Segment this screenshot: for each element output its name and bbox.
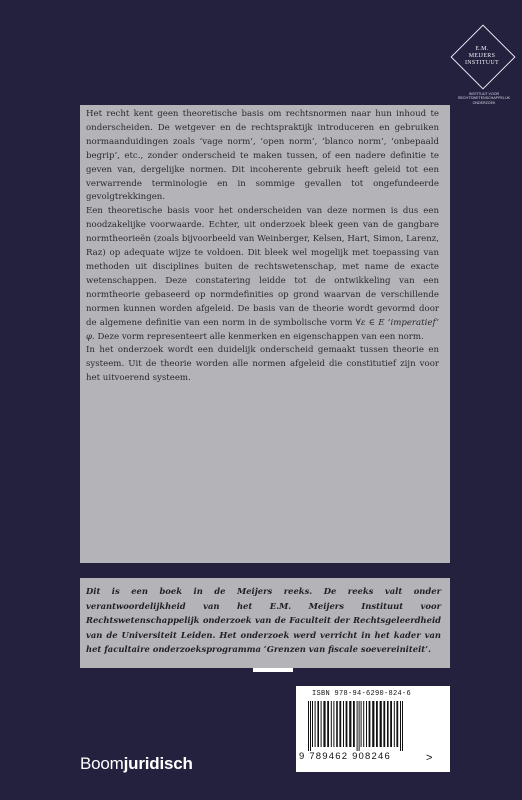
barcode-bar (333, 701, 334, 747)
barcode-bar (327, 701, 329, 747)
description-text (86, 108, 439, 386)
barcode-bar (372, 701, 374, 747)
barcode-bar (312, 701, 313, 747)
paragraph-text: Een theoretische basis voor het onderscheiden van deze normen is dus een noodzakelijke voorwaarde. Echter, uit onderzoek bleek geen van de gangbare normtheorieën (zoals bijvoorbeeld van Weinberger, Kelsen, Hart, Simon, Larenz, Raz) op adequate wijze te voldoen. Dit bleek wel mogelijk met toepassing van methoden uit disciplines buiten de rechtswetenschap, met name de exacte wetenschappen. Deze constatering leidde tot de ontwikkeling van een normtheorie gebaseerd op normdefinities op grond waarvan de verschillende normen kunnen worden afgeleid. De basis van de theorie wordt gevormd door de algemene definitie van een norm in de symbolische vorm (86, 206, 439, 328)
barcode-bar (376, 701, 378, 747)
barcode-bar (346, 701, 348, 747)
panel-tab-decoration (253, 668, 293, 672)
publisher-name-part2: juridisch (123, 754, 193, 773)
barcode-bar (387, 701, 389, 747)
logo-title-line: E.M. (475, 46, 489, 52)
barcode-bar (321, 701, 322, 747)
isbn-label: ISBN 978-94-6290-824-6 (312, 690, 412, 698)
barcode-bar (396, 701, 398, 747)
barcode-bar (359, 701, 360, 751)
publisher-name-part1: Boom (80, 754, 124, 773)
chevron-right-icon: > (426, 752, 433, 764)
barcode-bar (339, 701, 341, 747)
logo-subtitle (450, 92, 518, 105)
barcode-box (296, 686, 450, 772)
series-panel (80, 578, 450, 668)
description-panel (80, 105, 450, 563)
series-note: Dit is een boek in de Meijers reeks. De reeks valt onder verantwoordelijkheid van het E.M. Meijers Instituut voor Rechtswetenschappelijk onderzoek van de Faculteit der Rechtsgeleerdheid van de Universiteit Leiden. Het onderzoek werd verricht in het kader van het facultaire onderzoeksprogramma ‘Grenzen van fiscale soevereiniteit’. (86, 586, 441, 655)
barcode-bar (369, 701, 371, 747)
barcode-bar (380, 701, 382, 747)
barcode-bars (306, 701, 424, 751)
norm-formula: ∀ε ∈ E ‘imperatief’ φ (86, 317, 439, 342)
logo-title (448, 46, 516, 67)
description-paragraph: Het recht kent geen theoretische basis om rechtsnormen naar hun inhoud te onderscheiden. De wetgever en de rechtspraktijk introduceren en gebruiken normaanduidingen zoals ‘vage norm’, ‘open norm’, ‘blanco norm’, ‘onbepaald begrip’, etc., zonder onderscheid te maken tussen, of een nadere definitie te geven van, dergelijke normen. Dit incoherente gebruik heeft geleid tot een verwarrende terminologie en in sommige gevallen tot ongefundeerde gevolgtrekkingen. (86, 109, 439, 203)
barcode-bar (357, 701, 358, 751)
logo-subtitle-line: INSTITUUT VOOR (468, 92, 500, 96)
barcode-bar (402, 701, 403, 751)
logo-title-line: MEIJERS (468, 53, 496, 59)
barcode-bar (400, 701, 401, 751)
meijers-institute-logo (448, 32, 522, 114)
barcode-bar (366, 701, 367, 747)
logo-subtitle-line: RECHTSWETENSCHAPPELIJK (457, 96, 511, 101)
barcode-bar (308, 701, 309, 751)
barcode-bar (315, 701, 316, 747)
barcode-bar (331, 701, 332, 747)
barcode-bar (343, 701, 344, 747)
logo-title-line: INSTITUUT (464, 60, 500, 66)
barcode-bar (310, 701, 311, 751)
barcode-bar (394, 701, 395, 747)
barcode-bar (363, 701, 364, 747)
barcode-bar (383, 701, 385, 747)
barcode-bar (323, 701, 325, 747)
description-paragraph: In het onderzoek wordt een duidelijk onderscheid gemaakt tussen theorie en systeem. Uit de theorie worden alle normen afgeleid die constitutief zijn voor het uitvoerend systeem. (86, 345, 439, 384)
barcode-bar (361, 701, 362, 747)
barcode-bar (317, 701, 319, 747)
publisher-logo (80, 754, 193, 774)
barcode-digits: 9 789462 908246 (299, 751, 391, 762)
logo-subtitle-line: ONDERZOEK (472, 100, 496, 105)
barcode-bar (353, 701, 355, 747)
description-paragraph (86, 205, 439, 344)
barcode-bar (349, 701, 351, 747)
barcode-bar (390, 701, 392, 747)
paragraph-text: . Deze vorm representeert alle kenmerken en eigenschappen van een norm. (92, 331, 424, 342)
barcode-bar (336, 701, 338, 747)
